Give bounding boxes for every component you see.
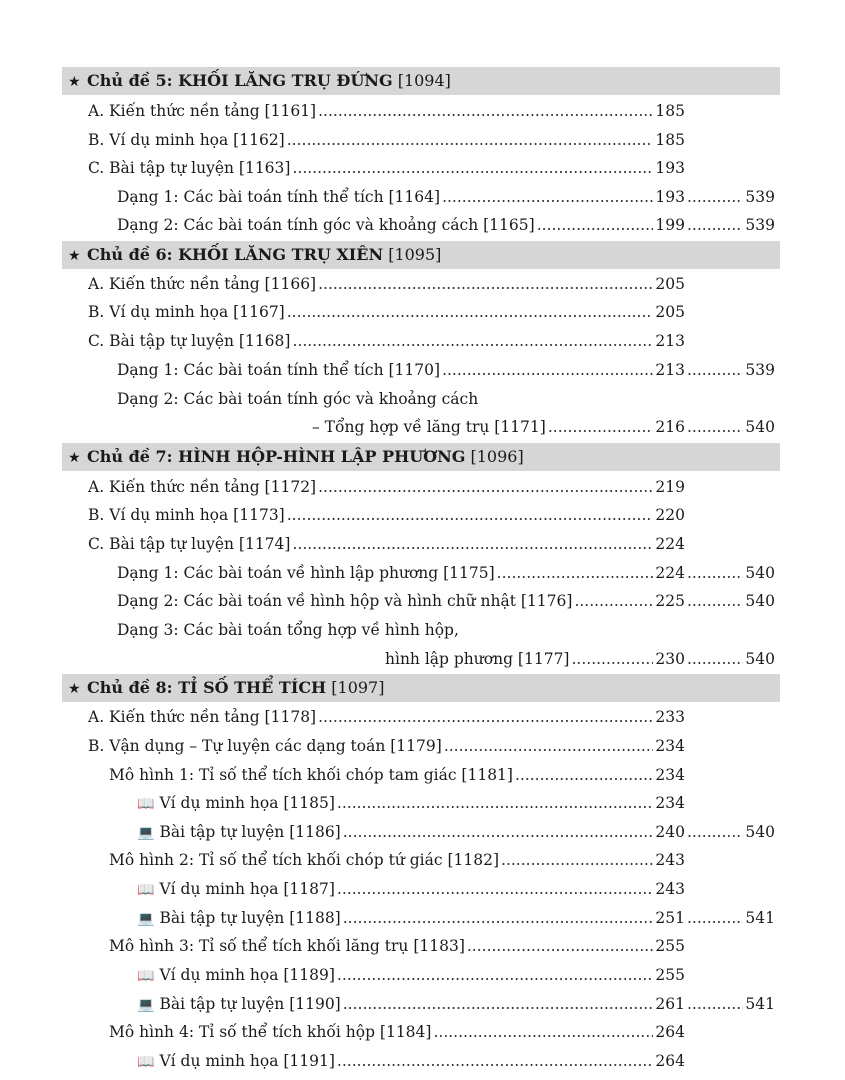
- entry-label: Mô hình 3: Tỉ số thể tích khối lăng trụ [1183]: [109, 937, 465, 955]
- book-icon: 📖: [137, 1054, 155, 1070]
- toc-entry[interactable]: [109, 763, 685, 787]
- answer-page: 541: [745, 995, 775, 1013]
- page-number: 219: [655, 478, 685, 496]
- section-title: Chủ đề 8: TỈ SỐ THỂ TÍCH: [87, 678, 327, 697]
- answer-entry[interactable]: [685, 992, 775, 1016]
- page-number: 255: [655, 966, 685, 984]
- section-heading: [62, 674, 780, 702]
- answer-page: 540: [745, 592, 775, 610]
- laptop-icon: 💻: [137, 825, 155, 841]
- entry-label: Dạng 1: Các bài toán tính thể tích [1164]: [117, 188, 441, 206]
- toc-entry[interactable]: [117, 358, 685, 382]
- section-heading: [62, 443, 780, 471]
- page-number: 224: [655, 535, 685, 553]
- book-icon: 📖: [137, 968, 155, 984]
- toc-entry[interactable]: [88, 99, 685, 123]
- entry-label: Mô hình 4: Tỉ số thể tích khối hộp [1184]: [109, 1023, 432, 1041]
- toc-entry-line: [117, 618, 459, 642]
- entry-label: Bài tập tự luyện [1188]: [159, 909, 341, 927]
- page-number: 243: [655, 851, 685, 869]
- answer-page: 539: [745, 216, 775, 234]
- page-number: 225: [655, 592, 685, 610]
- answer-entry[interactable]: [685, 561, 775, 585]
- page-number: 185: [655, 131, 685, 149]
- entry-label: Ví dụ minh họa [1191]: [159, 1052, 335, 1070]
- answer-page: 539: [745, 188, 775, 206]
- answer-page: 540: [745, 418, 775, 436]
- toc-entry[interactable]: [88, 532, 685, 556]
- star-icon: ★: [68, 450, 81, 466]
- entry-label: Dạng 1: Các bài toán tính thể tích [1170]: [117, 361, 441, 379]
- section-title: Chủ đề 7: HÌNH HỘP-HÌNH LẬP PHƯƠNG: [87, 447, 466, 466]
- entry-label: C. Bài tập tự luyện [1174]: [88, 535, 291, 553]
- page-number: 234: [655, 737, 685, 755]
- entry-label: B. Ví dụ minh họa [1162]: [88, 131, 285, 149]
- section-title: Chủ đề 6: KHỐI LĂNG TRỤ XIÊN: [87, 245, 384, 264]
- page-number: 216: [655, 418, 685, 436]
- toc-entry[interactable]: [137, 791, 685, 815]
- toc-entry[interactable]: [109, 934, 685, 958]
- page-number: 224: [655, 564, 685, 582]
- toc-entry[interactable]: [137, 1049, 685, 1073]
- entry-label: Mô hình 2: Tỉ số thể tích khối chóp tứ giác [1182]: [109, 851, 500, 869]
- toc-entry[interactable]: [137, 820, 685, 844]
- answer-page: 541: [745, 909, 775, 927]
- entry-label: Bài tập tự luyện [1186]: [159, 823, 341, 841]
- section-code: [1094]: [397, 71, 451, 90]
- toc-entry-line: [117, 387, 478, 411]
- toc-entry[interactable]: [109, 848, 685, 872]
- entry-label: Dạng 1: Các bài toán về hình lập phương [1175]: [117, 564, 495, 582]
- section-code: [1095]: [388, 245, 442, 264]
- toc-entry[interactable]: [137, 877, 685, 901]
- star-icon: ★: [68, 681, 81, 697]
- answer-entry[interactable]: [685, 647, 775, 671]
- page-number: 205: [655, 303, 685, 321]
- page-number: 185: [655, 102, 685, 120]
- answer-entry[interactable]: [685, 589, 775, 613]
- page-number: 193: [655, 188, 685, 206]
- entry-label: Ví dụ minh họa [1185]: [159, 794, 335, 812]
- toc-entry[interactable]: [88, 272, 685, 296]
- section-code: [1097]: [331, 678, 385, 697]
- toc-entry[interactable]: [137, 963, 685, 987]
- toc-entry[interactable]: [88, 475, 685, 499]
- toc-entry[interactable]: [88, 300, 685, 324]
- section-title: Chủ đề 5: KHỐI LĂNG TRỤ ĐỨNG: [87, 71, 393, 90]
- entry-label: A. Kiến thức nền tảng [1166]: [88, 275, 317, 293]
- toc-entry[interactable]: [117, 213, 685, 237]
- page-number: 193: [655, 159, 685, 177]
- section-code: [1096]: [470, 447, 524, 466]
- section-heading: [62, 67, 780, 95]
- toc-entry[interactable]: [385, 647, 685, 671]
- entry-label: Dạng 2: Các bài toán tính góc và khoảng cách: [117, 390, 479, 408]
- toc-entry[interactable]: [137, 906, 685, 930]
- answer-entry[interactable]: [685, 185, 775, 209]
- entry-label: Dạng 2: Các bài toán tính góc và khoảng cách [1165]: [117, 216, 535, 234]
- page-number: 240: [655, 823, 685, 841]
- entry-label: A. Kiến thức nền tảng [1178]: [88, 708, 317, 726]
- entry-label: – Tổng hợp về lăng trụ [1171]: [312, 418, 546, 436]
- page-number: 264: [655, 1023, 685, 1041]
- toc-entry[interactable]: [117, 185, 685, 209]
- toc-entry[interactable]: [312, 415, 685, 439]
- toc-entry[interactable]: [88, 329, 685, 353]
- answer-entry[interactable]: [685, 415, 775, 439]
- page-number: 213: [655, 361, 685, 379]
- answer-page: 540: [745, 650, 775, 668]
- toc-entry[interactable]: [137, 992, 685, 1016]
- entry-label: B. Ví dụ minh họa [1167]: [88, 303, 285, 321]
- page-number: 213: [655, 332, 685, 350]
- laptop-icon: 💻: [137, 997, 155, 1013]
- answer-entry[interactable]: [685, 820, 775, 844]
- entry-label: B. Ví dụ minh họa [1173]: [88, 506, 285, 524]
- section-heading: [62, 241, 780, 269]
- laptop-icon: 💻: [137, 911, 155, 927]
- entry-label: C. Bài tập tự luyện [1163]: [88, 159, 291, 177]
- entry-label: A. Kiến thức nền tảng [1161]: [88, 102, 317, 120]
- answer-entry[interactable]: [685, 906, 775, 930]
- star-icon: ★: [68, 74, 81, 90]
- book-icon: 📖: [137, 882, 155, 898]
- answer-page: 540: [745, 823, 775, 841]
- entry-label: Mô hình 1: Tỉ số thể tích khối chóp tam giác [1181]: [109, 766, 513, 784]
- page-number: 234: [655, 794, 685, 812]
- page-number: 230: [655, 650, 685, 668]
- toc-entry[interactable]: [88, 128, 685, 152]
- toc-entry[interactable]: [88, 734, 685, 758]
- page-number: 251: [655, 909, 685, 927]
- entry-label: B. Vận dụng – Tự luyện các dạng toán [1179]: [88, 737, 442, 755]
- page-number: 255: [655, 937, 685, 955]
- entry-label: C. Bài tập tự luyện [1168]: [88, 332, 291, 350]
- answer-entry[interactable]: [685, 358, 775, 382]
- page-number: 233: [655, 708, 685, 726]
- page-number: 199: [655, 216, 685, 234]
- toc-entry[interactable]: [117, 561, 685, 585]
- page-number: 261: [655, 995, 685, 1013]
- answer-entry[interactable]: [685, 213, 775, 237]
- entry-label: Ví dụ minh họa [1189]: [159, 966, 335, 984]
- entry-label: Dạng 2: Các bài toán về hình hộp và hình chữ nhật [1176]: [117, 592, 573, 610]
- answer-page: 540: [745, 564, 775, 582]
- toc-entry[interactable]: [88, 156, 685, 180]
- page-number: 264: [655, 1052, 685, 1070]
- entry-label: A. Kiến thức nền tảng [1172]: [88, 478, 317, 496]
- entry-label: Bài tập tự luyện [1190]: [159, 995, 341, 1013]
- entry-label: Dạng 3: Các bài toán tổng hợp về hình hộp,: [117, 621, 459, 639]
- toc-entry[interactable]: [88, 705, 685, 729]
- answer-page: 539: [745, 361, 775, 379]
- page-number: 205: [655, 275, 685, 293]
- entry-label: hình lập phương [1177]: [385, 650, 570, 668]
- page-number: 234: [655, 766, 685, 784]
- star-icon: ★: [68, 248, 81, 264]
- toc-entry[interactable]: [117, 589, 685, 613]
- entry-label: Ví dụ minh họa [1187]: [159, 880, 335, 898]
- toc-entry[interactable]: [109, 1020, 685, 1044]
- page-number: 243: [655, 880, 685, 898]
- page-number: 220: [655, 506, 685, 524]
- toc-entry[interactable]: [88, 503, 685, 527]
- book-icon: 📖: [137, 796, 155, 812]
